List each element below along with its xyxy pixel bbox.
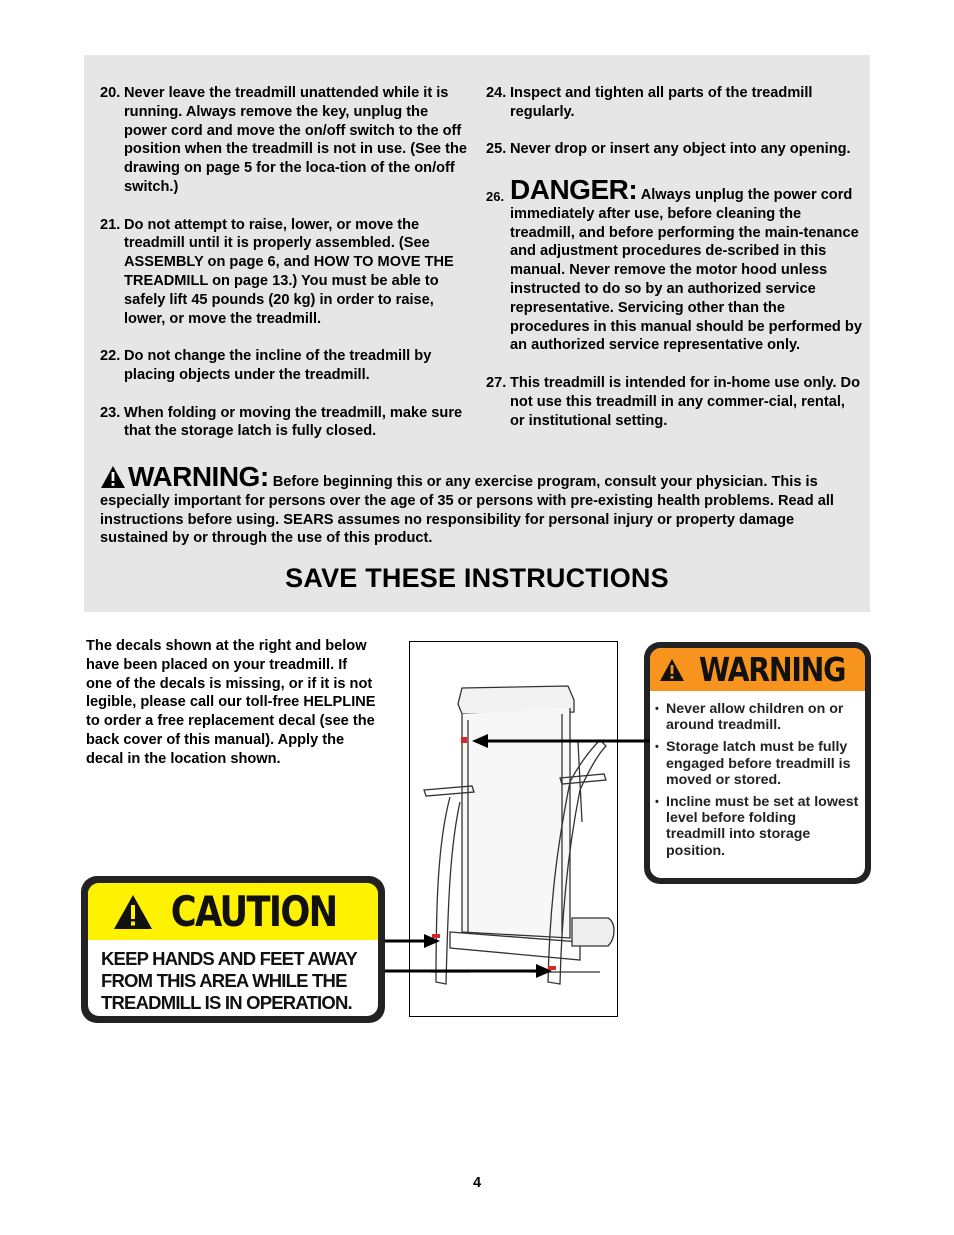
save-instructions-title: SAVE THESE INSTRUCTIONS xyxy=(285,563,669,593)
warning-triangle-icon xyxy=(113,894,153,930)
item-text: Do not change the incline of the treadmill by placing objects under the treadmill. xyxy=(124,348,432,383)
item-text: This treadmill is intended for in-home use only. Do not use this treadmill in any commer-cial, rental, or institutional setting. xyxy=(510,374,861,429)
caution-decal-text: KEEP HANDS AND FEET AWAY FROM THIS AREA WHILE THE TREADMILL IS IN OPERATION. xyxy=(101,948,357,1013)
warning-label: WARNING: xyxy=(128,461,269,492)
safety-column-right xyxy=(486,84,862,449)
item-number: 23. xyxy=(100,404,121,421)
item-number: 27. xyxy=(486,374,507,391)
item-text: Inspect and tighten all parts of the treadmill regularly. xyxy=(510,85,813,120)
list-item: • Storage latch must be fully engaged before treadmill is moved or stored. xyxy=(654,739,859,788)
safety-item-27 xyxy=(486,374,862,430)
caution-decal-title: CAUTION xyxy=(171,887,337,936)
list-item: • Incline must be set at lowest level before folding treadmill into storage position. xyxy=(654,794,859,859)
safety-item-26 xyxy=(486,173,862,355)
item-text: Never drop or insert any object into any opening. xyxy=(510,141,851,158)
item-text: Do not attempt to raise, lower, or move the treadmill until it is properly assembled. (See ASSEMBLY on page 6, and HOW TO MOVE THE TREADMILL on page 13.) You must be able to safely lift 45 pounds (20 kg) in order to raise, lower, or move the treadmill. xyxy=(124,216,454,327)
warning-decal-header xyxy=(650,648,865,691)
item-number: 21. xyxy=(100,216,121,233)
decal-note: The decals shown at the right and below have been placed on your treadmill. If one of the decals is missing, or if it is not legible, please call our toll-free HELPLINE to order a free replacement decal (see the back cover of this manual). Apply the decal in the location shown. xyxy=(86,638,376,767)
exercise-warning xyxy=(100,461,860,548)
item-text: Always unplug the power cord immediately after use, before cleaning the treadmill, and before performing the main-tenance and adjustment procedures de-scribed in this manual. Never remove the motor hood unless instructed to do so by an authorized service representative. Servicing other than the procedures in this manual should be performed by an authorized service representative only. xyxy=(510,186,862,354)
item-number: 24. xyxy=(486,85,507,101)
treadmill-illustration xyxy=(409,641,618,1017)
safety-item-22 xyxy=(100,347,472,385)
safety-column-left xyxy=(100,84,472,460)
item-number: 22. xyxy=(100,348,121,365)
safety-item-23 xyxy=(100,404,472,442)
caution-decal xyxy=(81,876,385,1023)
safety-instructions-panel xyxy=(84,55,870,612)
safety-item-20 xyxy=(100,84,472,197)
treadmill-drawing xyxy=(410,642,617,1016)
safety-item-21 xyxy=(100,216,472,329)
item-text: When folding or moving the treadmill, make sure that the storage latch is fully closed. xyxy=(124,404,463,440)
item-text: Never leave the treadmill unattended while it is running. Always remove the key, unplug the power cord and move the on/off switch to the off position when the treadmill is not in use. (See the drawing on page 5 for the loca-tion of the on/off switch.) xyxy=(124,85,467,195)
warning-decal-title: WARNING xyxy=(698,650,845,689)
warning-decal-list xyxy=(650,691,865,859)
safety-item-24 xyxy=(486,84,862,122)
item-number: 25. xyxy=(486,141,507,158)
list-item: • Never allow children on or around treadmill. xyxy=(654,701,859,733)
warning-decal xyxy=(644,642,871,884)
danger-label: DANGER: xyxy=(510,173,638,205)
safety-item-25 xyxy=(486,140,862,159)
item-number: 26. xyxy=(486,188,505,204)
page-number: 4 xyxy=(472,1175,482,1191)
warning-triangle-icon xyxy=(100,465,126,489)
item-number: 20. xyxy=(100,85,121,101)
warning-text: Before beginning this or any exercise program, consult your physician. This is especially important for persons over the age of 35 or persons with pre-existing health problems. Read all instructions before using. SEARS assumes no responsibility for personal injury or property damage sustained by or through the use of this product. xyxy=(100,474,834,547)
caution-decal-header xyxy=(88,883,378,940)
warning-triangle-icon xyxy=(659,658,685,682)
